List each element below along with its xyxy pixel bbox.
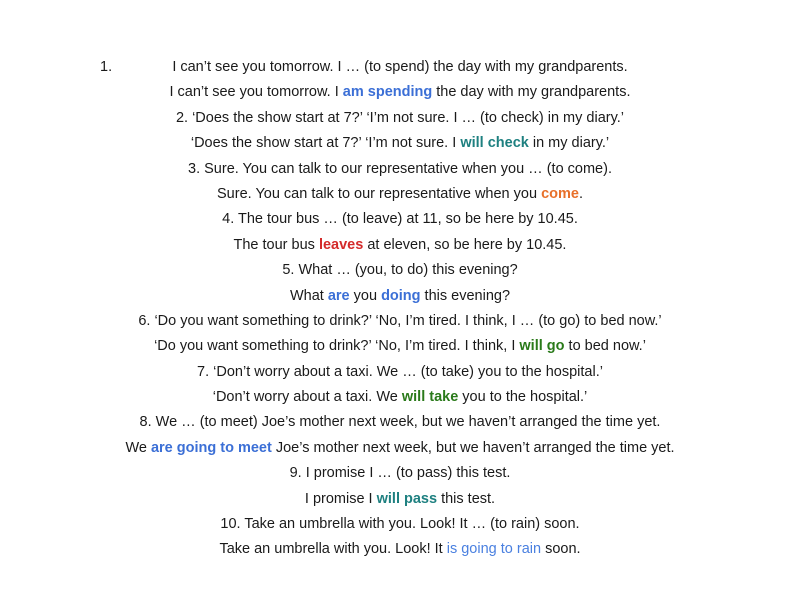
answer-after: Joe’s mother next week, but we haven’t arranged the time yet.	[271, 439, 675, 456]
answer-line-7	[0, 385, 800, 410]
task-line-10	[0, 512, 800, 537]
answer-before: I can’t see you tomorrow. I	[169, 84, 343, 101]
task-line-4	[0, 207, 800, 232]
task-line-9	[0, 461, 800, 486]
answer-highlight: am spending	[342, 84, 433, 101]
answer-before: Sure. You can talk to our representative when you	[217, 185, 542, 202]
answer-highlight: leaves	[318, 236, 364, 253]
answer-highlight: will check	[460, 135, 529, 152]
answer-line-5	[0, 284, 800, 309]
answer-before: ‘Do you want something to drink?’ ‘No, I’m tired. I think, I	[154, 338, 520, 355]
answer-before: I promise I	[304, 490, 377, 507]
answer-after: you to the hospital.’	[458, 389, 588, 406]
answer-after: this test.	[437, 490, 496, 507]
task-line-6	[0, 309, 800, 334]
task-text: 7. ‘Don’t worry about a taxi. We … (to take) you to the hospital.’	[197, 363, 603, 380]
answer-line-3	[0, 182, 800, 207]
answer-highlight: will pass	[376, 490, 438, 507]
answer-after: at eleven, so be here by 10.45.	[363, 236, 567, 253]
answer-line-2	[0, 131, 800, 156]
answer-line-9	[0, 487, 800, 512]
answer-highlight: are going to meet	[150, 439, 272, 456]
answer-highlight: will take	[401, 389, 459, 406]
task-line-2	[0, 106, 800, 131]
answer-highlight-2: doing	[381, 287, 421, 304]
answer-after: .	[578, 185, 583, 202]
answer-after: to bed now.’	[564, 338, 646, 355]
task-line-1	[0, 55, 800, 80]
task-text: I can’t see you tomorrow. I … (to spend) the day with my grandparents.	[172, 59, 628, 75]
answer-middle: you	[349, 287, 382, 304]
answer-before: ‘Don’t worry about a taxi. We	[212, 389, 402, 406]
task-line-7	[0, 360, 800, 385]
task-text: 6. ‘Do you want something to drink?’ ‘No, I’m tired. I think, I … (to go) to bed now.’	[138, 312, 662, 329]
task-text: 2. ‘Does the show start at 7?’ ‘I’m not sure. I … (to check) in my diary.’	[175, 109, 625, 126]
answer-highlight: come	[541, 185, 579, 202]
answer-before: The tour bus	[233, 236, 319, 253]
answer-line-8	[0, 436, 800, 461]
answer-after: this evening?	[420, 287, 511, 304]
task-line-5	[0, 258, 800, 283]
task-line-8	[0, 410, 800, 435]
task-line-3	[0, 157, 800, 182]
answer-after: the day with my grandparents.	[432, 84, 631, 101]
answer-before: ‘Does the show start at 7?’ ‘I’m not sure. I	[190, 135, 461, 152]
answer-after: soon.	[541, 541, 581, 558]
answer-before: We	[125, 439, 151, 456]
answer-line-4	[0, 233, 800, 258]
task-text: 9. I promise I … (to pass) this test.	[289, 465, 511, 482]
task-text: 5. What … (you, to do) this evening?	[282, 262, 518, 279]
answer-line-6	[0, 334, 800, 359]
answer-highlight: are	[327, 287, 350, 304]
item-number: 1.	[100, 59, 113, 75]
task-text: 8. We … (to meet) Joe’s mother next week, but we haven’t arranged the time yet.	[139, 414, 661, 431]
answer-before: What	[289, 287, 328, 304]
task-text: 4. The tour bus … (to leave) at 11, so be here by 10.45.	[222, 211, 578, 228]
answer-before: Take an umbrella with you. Look! It	[219, 541, 447, 558]
task-text: 10. Take an umbrella with you. Look! It … (to rain) soon.	[220, 516, 580, 533]
task-text: 3. Sure. You can talk to our representative when you … (to come).	[188, 160, 612, 177]
exercise-sheet	[0, 55, 800, 563]
answer-line-1	[0, 80, 800, 105]
answer-after: in my diary.’	[528, 135, 610, 152]
answer-highlight: will go	[519, 338, 565, 355]
answer-highlight: is going to rain	[446, 541, 542, 558]
answer-line-10	[0, 537, 800, 562]
